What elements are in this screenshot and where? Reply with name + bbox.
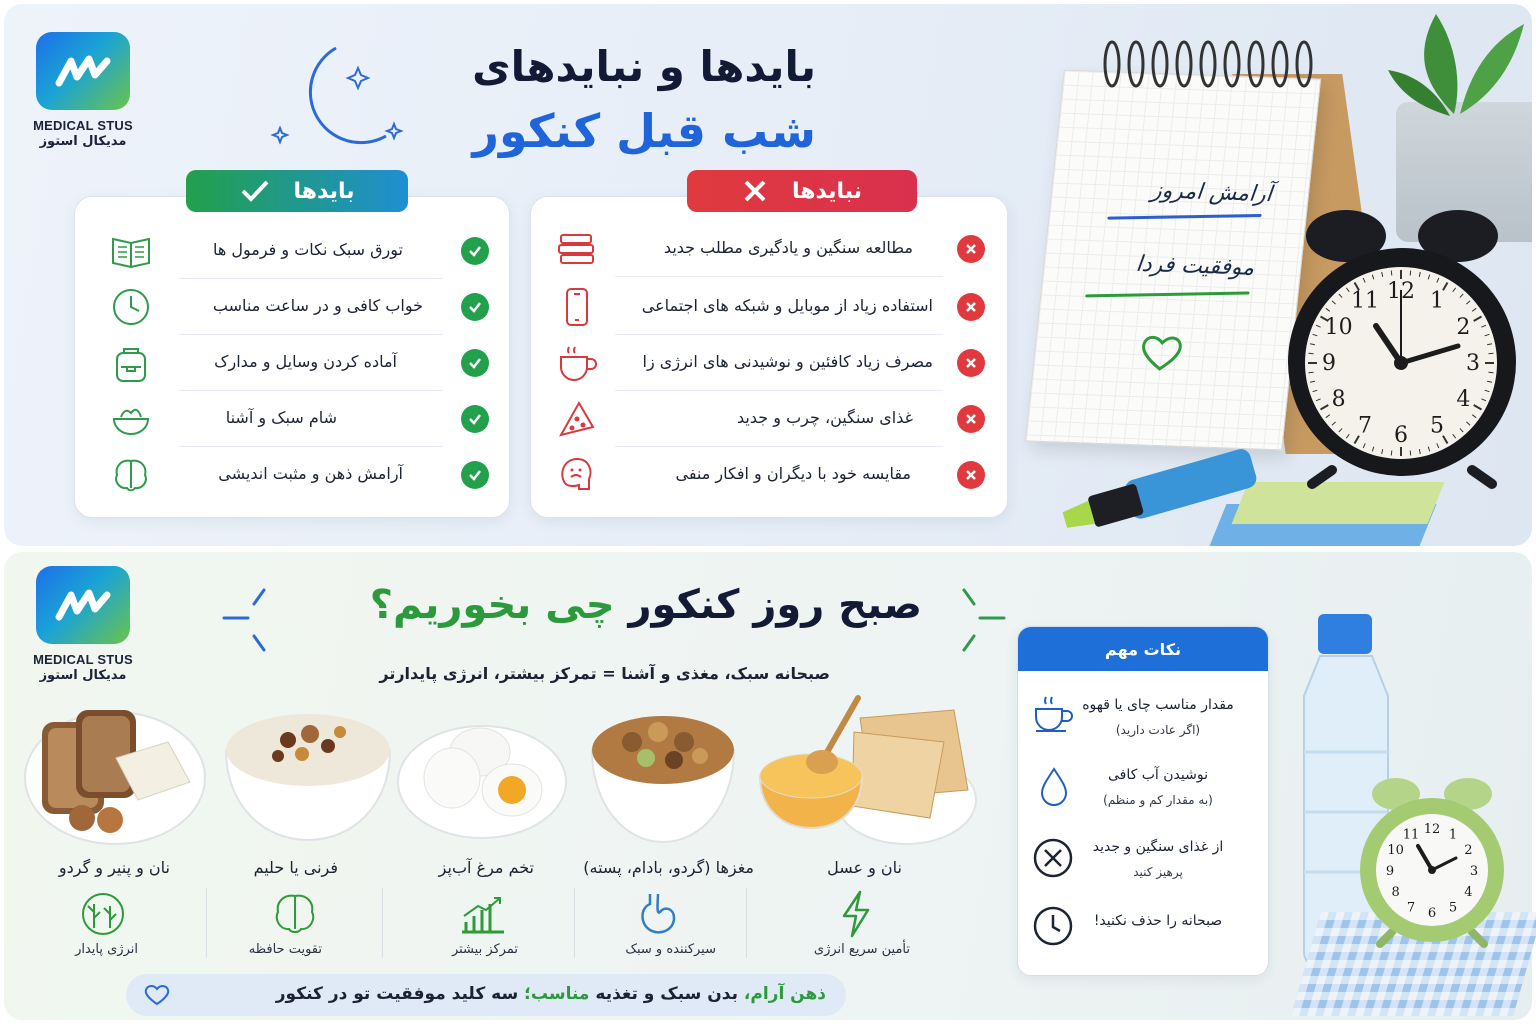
bread-honey-plate <box>756 690 978 846</box>
tip-line2: (به مقدار کم و منظم) <box>1103 793 1213 807</box>
clock-tick <box>1309 353 1314 354</box>
green-alarm-clock <box>1356 772 1506 948</box>
clock-numeral: 11 <box>1351 288 1379 314</box>
books-stack-icon <box>555 227 599 271</box>
food-name: نان و عسل <box>827 858 902 877</box>
tip-line1: صبحانه را حذف نکنید! <box>1093 913 1223 929</box>
brand-name-en: MEDICAL STUS <box>33 652 133 667</box>
cross-icon <box>957 235 985 263</box>
clock-numeral: 10 <box>1387 843 1404 858</box>
notepad-line1: آرامش امروز <box>1149 178 1274 208</box>
dont-text: مقایسه خود با دیگران و افکار منفی <box>675 464 911 483</box>
check-icon <box>461 461 489 489</box>
clock-numeral: 12 <box>1423 822 1441 837</box>
list-item <box>75 223 509 279</box>
clock-tick <box>1309 372 1314 373</box>
donts-header-label: نبایدها <box>792 178 862 204</box>
clock-numeral: 1 <box>1448 827 1458 843</box>
tip-line2: پرهیز کنید <box>1133 865 1183 879</box>
tip-item <box>1018 759 1268 829</box>
dont-text: مطالعه سنگین و یادگیری مطلب جدید <box>663 238 913 257</box>
open-book-icon <box>109 229 153 273</box>
cross-icon <box>957 405 985 433</box>
logo-mark-icon <box>36 566 130 644</box>
heart-icon <box>144 984 170 1006</box>
check-icon <box>461 293 489 321</box>
haleem-bowl <box>218 694 398 844</box>
heart-icon <box>1137 332 1185 374</box>
clock-numeral: 11 <box>1402 827 1420 843</box>
food-name: فرنی یا حلیم <box>253 858 338 877</box>
list-item <box>531 391 1007 447</box>
check-icon <box>240 178 270 204</box>
tip-item <box>1018 903 1268 973</box>
night-before-panel <box>4 4 1532 546</box>
list-item <box>531 221 1007 277</box>
tip-line1: نوشیدن آب کافی <box>1108 767 1208 783</box>
dont-text: غذای سنگین، چرب و جدید <box>737 408 913 427</box>
dos-header <box>186 170 408 212</box>
brand-name-fa: مدیکال استوز <box>39 134 127 149</box>
clock-numeral: 3 <box>1466 351 1480 376</box>
alarm-clock <box>1288 250 1514 476</box>
backpack-icon <box>109 341 153 385</box>
list-item <box>75 279 509 335</box>
mixed-nuts-bowl <box>588 696 738 846</box>
water-drop-icon <box>1036 765 1072 809</box>
breakfast-subtitle: صبحانه سبک، مغذی و آشنا = تمرکز بیشتر، انرژی پایدارتر <box>379 664 830 683</box>
check-icon <box>461 349 489 377</box>
check-icon <box>461 405 489 433</box>
growth-chart-icon <box>458 894 508 936</box>
footer-text <box>276 984 826 1004</box>
do-text: آماده کردن وسایل و مدارک <box>214 352 397 371</box>
clock-numeral: 7 <box>1406 900 1416 916</box>
donts-card <box>530 196 1008 518</box>
logo-mark-icon <box>36 32 130 110</box>
cross-icon <box>957 461 985 489</box>
footer-end: سه کلید موفقیت تو در کنکور <box>275 984 525 1004</box>
breakfast-title-part2: چی بخوریم؟ <box>369 582 615 628</box>
brain-icon <box>270 892 320 936</box>
do-text: شام سبک و آشنا <box>225 408 337 427</box>
spiral-binding-icon <box>1100 34 1330 100</box>
sad-head-icon <box>555 453 599 497</box>
breakfast-title <box>370 582 922 628</box>
sparkle-lines-icon <box>220 584 276 656</box>
brand-logo <box>28 566 138 683</box>
tips-header: نکات مهم <box>1018 627 1268 671</box>
do-text: آرامش ذهن و مثبت اندیشی <box>218 464 403 483</box>
tip-line1: مقدار مناسب چای یا قهوه <box>1082 697 1234 713</box>
notepad-line2: موفقیت فردا <box>1134 251 1256 281</box>
clock-numeral: 5 <box>1430 413 1444 439</box>
do-text: خواب کافی و در ساعت مناسب <box>212 296 423 315</box>
list-item <box>531 335 1007 391</box>
benefit-label: سیرکننده و سبک <box>625 942 716 957</box>
clock-numeral: 6 <box>1394 423 1408 448</box>
clock-tick <box>1391 271 1392 276</box>
footer-green2: مناسب؛ <box>524 984 590 1004</box>
benefit-label: انرژی پایدار <box>75 942 138 957</box>
brand-name-fa: مدیکال استوز <box>39 668 127 683</box>
cross-icon <box>957 293 985 321</box>
dos-header-label: بایدها <box>293 178 355 204</box>
brand-logo <box>28 32 138 149</box>
tip-item <box>1018 687 1268 757</box>
dos-card <box>74 196 510 518</box>
tip-item <box>1018 831 1268 901</box>
salad-bowl-icon <box>109 397 153 441</box>
stomach-icon <box>634 890 680 938</box>
tip-line2: (اگر عادت دارید) <box>1115 723 1201 737</box>
clock-numeral: 9 <box>1322 351 1336 376</box>
footer-bar <box>126 974 846 1016</box>
clock-numeral: 8 <box>1391 885 1400 900</box>
dont-text: مصرف زیاد کافئین و نوشیدنی های انرژی زا <box>642 352 933 371</box>
footer-mid: بدن سبک و تغذیه <box>589 984 744 1004</box>
food-name: تخم مرغ آب‌پز <box>438 858 534 877</box>
lightning-icon <box>838 890 874 938</box>
clock-numeral: 3 <box>1469 864 1479 879</box>
sparkle-lines-icon <box>952 584 1008 656</box>
mobile-phone-icon <box>555 285 599 329</box>
boiled-eggs-plate <box>394 716 570 840</box>
clock-numeral: 8 <box>1331 387 1346 412</box>
tip-line1: از غذای سنگین و جدید <box>1092 839 1224 855</box>
highlighter-icon <box>1054 444 1270 534</box>
clock-numeral: 5 <box>1448 900 1458 916</box>
coffee-cup-icon <box>555 341 599 385</box>
list-item <box>75 447 509 503</box>
list-item <box>75 335 509 391</box>
food-name: مغزها (گردو، بادام، پسته) <box>583 858 754 877</box>
clock-numeral: 10 <box>1324 315 1353 340</box>
clock-numeral: 9 <box>1385 864 1395 879</box>
bread-cheese-walnut-plate <box>20 700 210 850</box>
crescent-moon-icon <box>266 40 406 152</box>
clock-tick <box>1489 353 1494 354</box>
leaves-icon <box>78 892 128 936</box>
clock-numeral: 2 <box>1464 843 1473 858</box>
clock-numeral: 4 <box>1456 387 1471 412</box>
dont-text: استفاده زیاد از موبایل و شبکه های اجتماعی <box>641 296 933 315</box>
list-item <box>75 391 509 447</box>
page-title-line2: شب قبل کنکور <box>472 104 816 158</box>
clock-numeral: 12 <box>1387 279 1415 304</box>
list-item <box>531 447 1007 503</box>
clock-numeral: 1 <box>1430 288 1444 314</box>
clock-numeral: 2 <box>1456 315 1471 340</box>
plant-leaves-icon <box>1384 4 1532 124</box>
benefit-label: تقویت حافظه <box>248 942 322 957</box>
do-text: تورق سبک نکات و فرمول ها <box>212 240 403 259</box>
cross-icon <box>957 349 985 377</box>
list-item <box>531 279 1007 335</box>
clock-numeral: 4 <box>1464 885 1473 900</box>
important-tips-card <box>1017 626 1269 976</box>
clock-tick <box>1391 451 1392 456</box>
brain-icon <box>109 453 153 497</box>
clock-tick <box>1410 451 1411 456</box>
footer-green1: ذهن آرام، <box>743 984 826 1004</box>
pizza-slice-icon <box>555 397 599 441</box>
clock-numeral: 6 <box>1427 906 1437 921</box>
food-name: نان و پنیر و گردو <box>58 858 170 877</box>
clock-numeral: 7 <box>1358 413 1372 439</box>
brand-name-en: MEDICAL STUS <box>33 118 133 133</box>
clock-face <box>1288 250 1514 476</box>
breakfast-title-part1: صبح روز کنکور <box>628 582 922 628</box>
page-title-line1: بایدها و نبایدهای <box>472 42 816 91</box>
benefit-label: تأمین سریع انرژی <box>813 942 910 957</box>
green-clock-body-icon <box>1356 772 1506 948</box>
cross-icon <box>742 178 768 204</box>
check-icon <box>461 237 489 265</box>
clock-icon <box>109 285 153 329</box>
benefit-label: تمرکز بیشتر <box>451 942 518 957</box>
donts-header <box>687 170 917 212</box>
clock-tick <box>1489 372 1494 373</box>
clock-tick <box>1410 271 1411 276</box>
